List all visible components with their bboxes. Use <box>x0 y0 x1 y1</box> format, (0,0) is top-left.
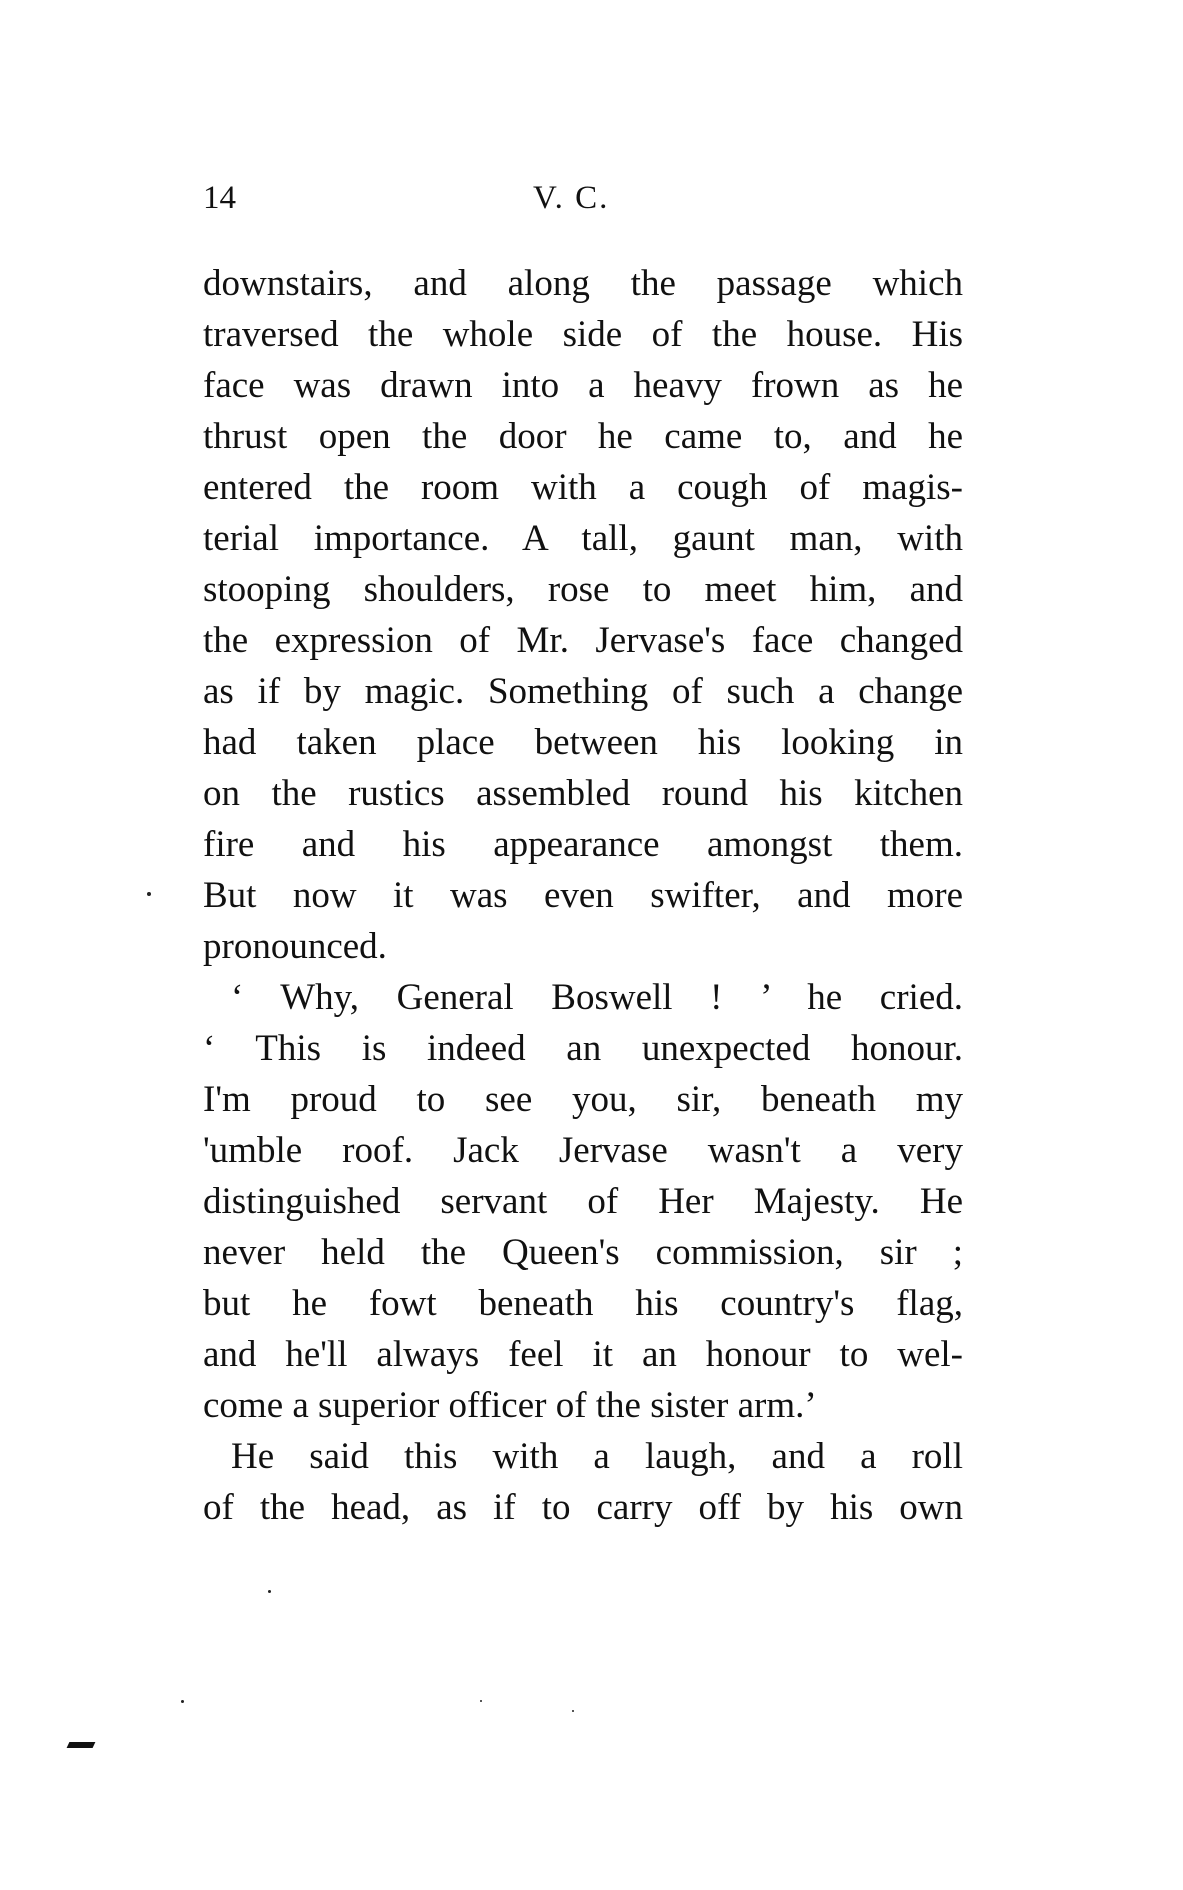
text-line: But now it was even swifter, and more <box>203 875 963 916</box>
text-line: and he'll always feel it an honour to wel- <box>203 1334 963 1375</box>
text-line: stooping shoulders, rose to meet him, and <box>203 569 963 610</box>
text-line: but he fowt beneath his country's flag, <box>203 1283 963 1324</box>
text-line: ‘ This is indeed an unexpected honour. <box>203 1028 963 1069</box>
scan-speck <box>181 1700 184 1703</box>
text-line: downstairs, and along the passage which <box>203 263 963 304</box>
paragraph <box>203 972 963 1431</box>
text-line: I'm proud to see you, sir, beneath my <box>203 1079 963 1120</box>
text-line: as if by magic. Something of such a change <box>203 671 963 712</box>
text-line: pronounced. <box>203 926 387 967</box>
text-line: traversed the whole side of the house. His <box>203 314 963 355</box>
text-line: distinguished servant of Her Majesty. He <box>203 1181 963 1222</box>
page-number: 14 <box>203 180 236 216</box>
body-text <box>203 258 963 1533</box>
text-line: 'umble roof. Jack Jervase wasn't a very <box>203 1130 963 1171</box>
text-line: the expression of Mr. Jervase's face changed <box>203 620 963 661</box>
running-head: V. C. <box>533 180 610 216</box>
scan-smudge <box>67 1742 96 1748</box>
scan-speck <box>480 1700 482 1702</box>
text-line: of the head, as if to carry off by his own <box>203 1487 963 1528</box>
paragraph <box>203 1431 963 1533</box>
scan-speck <box>147 892 151 896</box>
text-line: terial importance. A tall, gaunt man, with <box>203 518 963 559</box>
text-line: entered the room with a cough of magis- <box>203 467 963 508</box>
text-line: He said this with a laugh, and a roll <box>231 1436 963 1477</box>
text-line: come a superior officer of the sister arm.’ <box>203 1385 817 1426</box>
text-line: on the rustics assembled round his kitchen <box>203 773 963 814</box>
text-line: face was drawn into a heavy frown as he <box>203 365 963 406</box>
page-header <box>203 178 963 228</box>
scan-speck <box>268 1590 271 1593</box>
text-line: ‘ Why, General Boswell ! ’ he cried. <box>231 977 963 1018</box>
paragraph <box>203 258 963 972</box>
text-line: thrust open the door he came to, and he <box>203 416 963 457</box>
text-line: had taken place between his looking in <box>203 722 963 763</box>
text-line: fire and his appearance amongst them. <box>203 824 963 865</box>
scan-speck <box>572 1710 574 1712</box>
text-line: never held the Queen's commission, sir ; <box>203 1232 963 1273</box>
